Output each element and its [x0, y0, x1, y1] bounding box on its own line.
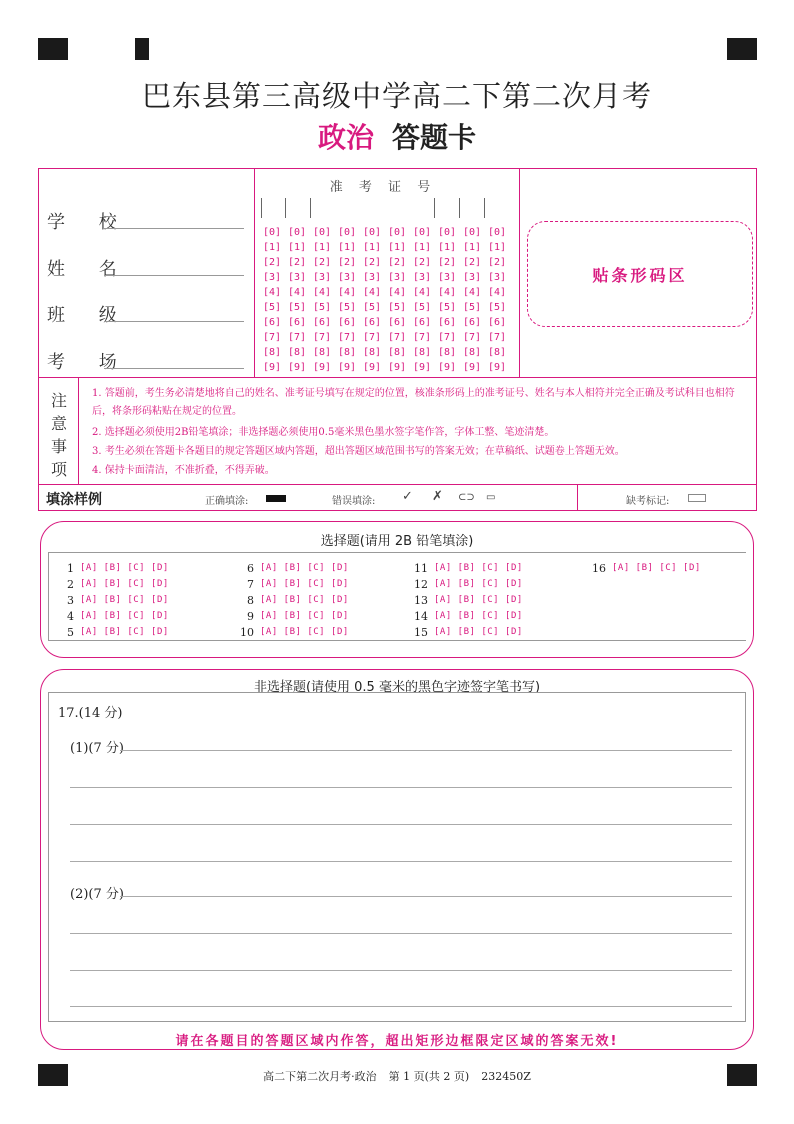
choice-option-bubbles[interactable]: [A] [B] [C] [D] — [80, 579, 169, 589]
choice-question-number: 2 — [67, 578, 74, 591]
choice-section-title: 选择题(请用 2B 铅笔填涂) — [320, 534, 474, 549]
digit-bubble[interactable]: [1] — [338, 242, 357, 253]
choice-option-bubbles[interactable]: [A] [B] [C] [D] — [80, 563, 169, 573]
digit-bubble[interactable]: [3] — [463, 272, 482, 283]
choice-question-number: 16 — [592, 562, 606, 575]
card-label: 答题卡 — [392, 121, 477, 154]
footer-exam: 高二下第二次月考·政治 — [263, 1070, 377, 1083]
digit-bubble[interactable]: [4] — [413, 287, 432, 298]
choice-option-bubbles[interactable]: [A] [B] [C] [D] — [434, 563, 523, 573]
digit-bubble[interactable]: [3] — [363, 272, 382, 283]
notice-heading-1: 注 — [50, 391, 67, 410]
exam-number-column — [263, 225, 281, 375]
digit-bubble[interactable]: [9] — [463, 362, 482, 373]
digit-bubble[interactable]: [7] — [388, 332, 407, 343]
digit-bubble[interactable]: [7] — [338, 332, 357, 343]
position-mark-top-right — [727, 38, 757, 60]
digit-bubble[interactable]: [7] — [263, 332, 282, 343]
exam-number-box-divider — [434, 198, 435, 218]
digit-bubble[interactable]: [0] — [488, 227, 507, 238]
exam-number-box-divider — [310, 198, 311, 218]
wrong-fill-label: 错误填涂: — [332, 496, 376, 507]
card-title — [0, 116, 794, 156]
choice-option-bubbles[interactable]: [A] [B] [C] [D] — [434, 595, 523, 605]
digit-bubble[interactable]: [2] — [463, 257, 482, 268]
digit-bubble[interactable]: [6] — [338, 317, 357, 328]
digit-bubble[interactable]: [8] — [288, 347, 307, 358]
digit-bubble[interactable]: [5] — [263, 302, 282, 313]
choice-bottom-line — [48, 640, 746, 641]
digit-bubble[interactable]: [0] — [413, 227, 432, 238]
exam-number-box-divider — [261, 198, 262, 218]
choice-option-bubbles[interactable]: [A] [B] [C] [D] — [434, 627, 523, 637]
digit-bubble[interactable]: [4] — [388, 287, 407, 298]
digit-bubble[interactable]: [5] — [488, 302, 507, 313]
divider-notice-fill — [38, 484, 757, 485]
question-17-part1-label: (1)(7 分) — [70, 741, 124, 756]
choice-question-number: 15 — [414, 626, 428, 639]
digit-bubble[interactable]: [8] — [463, 347, 482, 358]
digit-bubble[interactable]: [4] — [288, 287, 307, 298]
digit-bubble[interactable]: [6] — [363, 317, 382, 328]
digit-bubble[interactable]: [8] — [413, 347, 432, 358]
digit-bubble[interactable]: [7] — [438, 332, 457, 343]
exam-number-column — [438, 225, 456, 375]
digit-bubble[interactable]: [2] — [313, 257, 332, 268]
school-label: 学 校 — [47, 212, 131, 233]
digit-bubble[interactable]: [7] — [288, 332, 307, 343]
fill-example-title: 填涂样例 — [46, 492, 102, 508]
room-label: 考 场 — [47, 352, 131, 373]
digit-bubble[interactable]: [4] — [313, 287, 332, 298]
class-label: 班 级 — [47, 305, 131, 326]
choice-question-number: 4 — [67, 610, 74, 623]
name-field[interactable] — [104, 275, 244, 276]
exam-number-column — [338, 225, 356, 375]
digit-bubble[interactable]: [1] — [263, 242, 282, 253]
choice-question-number: 11 — [414, 562, 428, 575]
digit-bubble[interactable]: [9] — [438, 362, 457, 373]
answer-line[interactable] — [70, 933, 732, 934]
absent-mark-box[interactable] — [688, 494, 706, 502]
digit-bubble[interactable]: [6] — [488, 317, 507, 328]
absent-mark-label: 缺考标记: — [626, 496, 670, 507]
digit-bubble[interactable]: [2] — [363, 257, 382, 268]
exam-number-column — [413, 225, 431, 375]
digit-bubble[interactable]: [1] — [488, 242, 507, 253]
digit-bubble[interactable]: [7] — [463, 332, 482, 343]
footer-code: 232450Z — [481, 1070, 531, 1083]
divider-info-left — [254, 168, 255, 377]
answer-line[interactable] — [120, 750, 732, 751]
answer-area-frame[interactable] — [48, 692, 746, 1022]
answer-line[interactable] — [70, 787, 732, 788]
position-mark-top-left — [38, 38, 68, 60]
footer-page: 第 1 页(共 2 页) — [388, 1070, 470, 1083]
choice-question-number: 1 — [67, 562, 74, 575]
notice-item-4: 4. 保持卡面清洁，不准折叠，不得弄破。 — [92, 465, 275, 476]
class-field[interactable] — [104, 321, 244, 322]
digit-bubble[interactable]: [7] — [313, 332, 332, 343]
answer-line[interactable] — [70, 861, 732, 862]
digit-bubble[interactable]: [6] — [413, 317, 432, 328]
choice-option-bubbles[interactable]: [A] [B] [C] [D] — [260, 563, 349, 573]
digit-bubble[interactable]: [5] — [388, 302, 407, 313]
exam-title: 巴东县第三高级中学高二下第二次月考 — [141, 79, 652, 113]
digit-bubble[interactable]: [3] — [338, 272, 357, 283]
digit-bubble[interactable]: [4] — [488, 287, 507, 298]
exam-number-column — [388, 225, 406, 375]
digit-bubble[interactable]: [2] — [338, 257, 357, 268]
barcode-label: 贴条形码区 — [592, 266, 688, 285]
digit-bubble[interactable]: [2] — [263, 257, 282, 268]
digit-bubble[interactable]: [0] — [463, 227, 482, 238]
wrong-fill-sample-3: ⊂⊃ — [458, 492, 475, 503]
choice-left-line — [48, 552, 49, 640]
digit-bubble[interactable]: [2] — [438, 257, 457, 268]
digit-bubble[interactable]: [0] — [263, 227, 282, 238]
digit-bubble[interactable]: [7] — [363, 332, 382, 343]
digit-bubble[interactable]: [6] — [388, 317, 407, 328]
digit-bubble[interactable]: [9] — [363, 362, 382, 373]
digit-bubble[interactable]: [3] — [388, 272, 407, 283]
digit-bubble[interactable]: [5] — [413, 302, 432, 313]
name-label: 姓 名 — [47, 259, 131, 280]
digit-bubble[interactable]: [2] — [488, 257, 507, 268]
answer-line[interactable] — [70, 970, 732, 971]
digit-bubble[interactable]: [5] — [313, 302, 332, 313]
choice-option-bubbles[interactable]: [A] [B] [C] [D] — [80, 595, 169, 605]
question-17-label: 17.(14 分) — [58, 706, 123, 721]
divider-info-notice — [38, 377, 757, 378]
choice-option-bubbles[interactable]: [A] [B] [C] [D] — [434, 579, 523, 589]
digit-bubble[interactable]: [2] — [288, 257, 307, 268]
digit-bubble[interactable]: [6] — [313, 317, 332, 328]
choice-question-number: 5 — [67, 626, 74, 639]
digit-bubble[interactable]: [8] — [388, 347, 407, 358]
digit-bubble[interactable]: [3] — [288, 272, 307, 283]
digit-bubble[interactable]: [4] — [463, 287, 482, 298]
digit-bubble[interactable]: [1] — [413, 242, 432, 253]
digit-bubble[interactable]: [4] — [438, 287, 457, 298]
wrong-fill-sample-1: ✓ — [402, 489, 413, 504]
exam-number-column — [288, 225, 306, 375]
digit-bubble[interactable]: [0] — [388, 227, 407, 238]
digit-bubble[interactable]: [9] — [288, 362, 307, 373]
exam-number-box-divider — [484, 198, 485, 218]
digit-bubble[interactable]: [6] — [438, 317, 457, 328]
school-field[interactable] — [104, 228, 244, 229]
answer-line[interactable] — [120, 896, 732, 897]
divider-notice-left — [78, 377, 79, 484]
digit-bubble[interactable]: [9] — [488, 362, 507, 373]
choice-question-number: 8 — [247, 594, 254, 607]
choice-option-bubbles[interactable]: [A] [B] [C] [D] — [612, 563, 701, 573]
digit-bubble[interactable]: [7] — [413, 332, 432, 343]
choice-option-bubbles[interactable]: [A] [B] [C] [D] — [80, 611, 169, 621]
digit-bubble[interactable]: [6] — [288, 317, 307, 328]
digit-bubble[interactable]: [4] — [263, 287, 282, 298]
digit-bubble[interactable]: [3] — [263, 272, 282, 283]
room-field[interactable] — [104, 368, 244, 369]
choice-question-number: 12 — [414, 578, 428, 591]
digit-bubble[interactable]: [9] — [313, 362, 332, 373]
digit-bubble[interactable]: [3] — [313, 272, 332, 283]
choice-question-number: 6 — [247, 562, 254, 575]
divider-fill-absent — [577, 484, 578, 511]
digit-bubble[interactable]: [8] — [363, 347, 382, 358]
answer-area-warning: 请在各题目的答题区域内作答，超出矩形边框限定区域的答案无效! — [175, 1034, 619, 1049]
choice-title-underline — [48, 552, 746, 553]
correct-fill-sample — [266, 495, 286, 502]
digit-bubble[interactable]: [8] — [488, 347, 507, 358]
digit-bubble[interactable]: [8] — [438, 347, 457, 358]
choice-option-bubbles[interactable]: [A] [B] [C] [D] — [260, 627, 349, 637]
notice-item-2: 2. 选择题必须使用2B铅笔填涂；非选择题必须使用0.5毫米黑色墨水签字笔作答，字体工整、笔迹清楚。 — [92, 427, 555, 438]
choice-question-number: 7 — [247, 578, 254, 591]
choice-option-bubbles[interactable]: [A] [B] [C] [D] — [260, 579, 349, 589]
divider-info-right — [519, 168, 520, 377]
subject-name: 政治 — [317, 121, 374, 154]
digit-bubble[interactable]: [6] — [263, 317, 282, 328]
digit-bubble[interactable]: [7] — [488, 332, 507, 343]
digit-bubble[interactable]: [3] — [488, 272, 507, 283]
digit-bubble[interactable]: [0] — [363, 227, 382, 238]
exam-number-box-divider — [285, 198, 286, 218]
digit-bubble[interactable]: [9] — [413, 362, 432, 373]
digit-bubble[interactable]: [3] — [413, 272, 432, 283]
choice-option-bubbles[interactable]: [A] [B] [C] [D] — [260, 611, 349, 621]
notice-heading-2: 意 — [50, 414, 67, 433]
digit-bubble[interactable]: [8] — [263, 347, 282, 358]
notice-heading-3: 事 — [50, 437, 67, 456]
digit-bubble[interactable]: [0] — [313, 227, 332, 238]
digit-bubble[interactable]: [3] — [438, 272, 457, 283]
digit-bubble[interactable]: [1] — [388, 242, 407, 253]
digit-bubble[interactable]: [1] — [288, 242, 307, 253]
digit-bubble[interactable]: [5] — [338, 302, 357, 313]
choice-question-number: 10 — [240, 626, 254, 639]
digit-bubble[interactable]: [5] — [363, 302, 382, 313]
page-footer — [0, 1068, 794, 1084]
exam-number-box-divider — [459, 198, 460, 218]
choice-option-bubbles[interactable]: [A] [B] [C] [D] — [434, 611, 523, 621]
nonchoice-section-title: 非选择题(请使用 0.5 毫米的黑色字迹签字笔书写) — [253, 680, 541, 695]
choice-question-number: 9 — [247, 610, 254, 623]
digit-bubble[interactable]: [9] — [338, 362, 357, 373]
digit-bubble[interactable]: [1] — [313, 242, 332, 253]
digit-bubble[interactable]: [9] — [263, 362, 282, 373]
digit-bubble[interactable]: [8] — [338, 347, 357, 358]
digit-bubble[interactable]: [0] — [338, 227, 357, 238]
digit-bubble[interactable]: [9] — [388, 362, 407, 373]
digit-bubble[interactable]: [0] — [438, 227, 457, 238]
exam-number-column — [488, 225, 506, 375]
digit-bubble[interactable]: [4] — [338, 287, 357, 298]
choice-question-number: 3 — [67, 594, 74, 607]
digit-bubble[interactable]: [5] — [438, 302, 457, 313]
notice-item-3: 3. 考生必须在答题卡各题目的规定答题区域内答题，超出答题区域范围书写的答案无效；在草稿纸、试题卷上答题无效。 — [92, 446, 625, 457]
exam-number-column — [463, 225, 481, 375]
exam-number-column — [363, 225, 381, 375]
digit-bubble[interactable]: [5] — [288, 302, 307, 313]
wrong-fill-sample-4: ▭ — [486, 492, 496, 503]
answer-line[interactable] — [70, 1006, 732, 1007]
digit-bubble[interactable]: [4] — [363, 287, 382, 298]
exam-number-label: 准 考 证 号 — [329, 180, 437, 195]
choice-option-bubbles[interactable]: [A] [B] [C] [D] — [260, 595, 349, 605]
question-17-part2-label: (2)(7 分) — [70, 887, 124, 902]
digit-bubble[interactable]: [1] — [438, 242, 457, 253]
wrong-fill-sample-2: ✗ — [432, 489, 443, 504]
answer-line[interactable] — [70, 824, 732, 825]
choice-question-number: 13 — [414, 594, 428, 607]
choice-question-number: 14 — [414, 610, 428, 623]
digit-bubble[interactable]: [8] — [313, 347, 332, 358]
digit-bubble[interactable]: [2] — [413, 257, 432, 268]
digit-bubble[interactable]: [2] — [388, 257, 407, 268]
exam-number-column — [313, 225, 331, 375]
notice-item-1: 1. 答题前，考生务必清楚地将自己的姓名、准考证号填写在规定的位置，核准条形码上的准考证号、姓名与本人相符并完全正确及考试科目也相符后，将条形码粘贴在规定的位置。 — [92, 388, 735, 417]
digit-bubble[interactable]: [1] — [463, 242, 482, 253]
choice-option-bubbles[interactable]: [A] [B] [C] [D] — [80, 627, 169, 637]
correct-fill-label: 正确填涂: — [205, 496, 249, 507]
position-mark-top-center — [135, 38, 149, 60]
digit-bubble[interactable]: [0] — [288, 227, 307, 238]
digit-bubble[interactable]: [1] — [363, 242, 382, 253]
digit-bubble[interactable]: [6] — [463, 317, 482, 328]
notice-heading-4: 项 — [50, 460, 67, 479]
digit-bubble[interactable]: [5] — [463, 302, 482, 313]
